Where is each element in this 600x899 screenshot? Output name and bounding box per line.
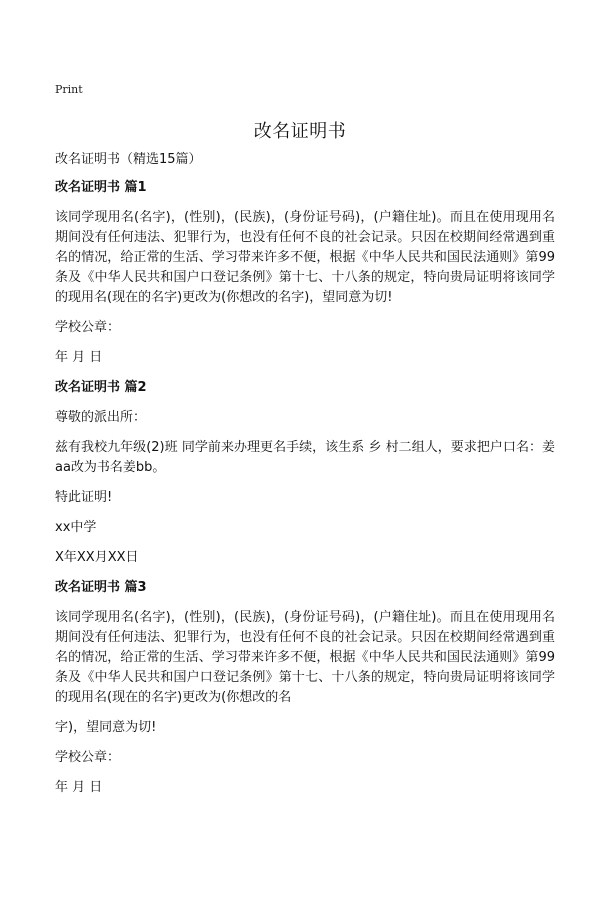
- section-3-paragraph: 该同学现用名(名字)，(性别)，(民族)，(身份证号码)，(户籍住址)。而且在使用现用名期间没有任何违法、犯罪行为，也没有任何不良的社会记录。只因在校期间经常遇到重名的情况，给正常的生活、学习带来许多不便，根据《中华人民共和国民法通则》第99条及《中华人民共和国户口登记条例》第十七、十八条的规定，特向贵局证明将该同学的现用名(现在的名字)更改为(你想改的名: [55, 610, 555, 705]
- section-2-paragraph: 特此证明!: [55, 490, 113, 505]
- section-3-paragraph: 年 月 日: [55, 780, 103, 795]
- section-2-paragraph: xx中学: [55, 520, 97, 535]
- section-heading-1: 改名证明书 篇1: [55, 180, 147, 195]
- section-2-paragraph: X年XX月XX日: [55, 550, 139, 565]
- section-heading-2: 改名证明书 篇2: [55, 380, 147, 395]
- section-1-paragraph: 该同学现用名(名字)，(性别)，(民族)，(身份证号码)，(户籍住址)。而且在使用现用名期间没有任何违法、犯罪行为，也没有任何不良的社会记录。只因在校期间经常遇到重名的情况，给正常的生活、学习带来许多不便，根据《中华人民共和国民法通则》第99条及《中华人民共和国户口登记条例》第十七、十八条的规定，特向贵局证明将该同学的现用名(现在的名字)更改为(你想改的名字)，望同意为切!: [55, 210, 555, 305]
- section-3-paragraph: 学校公章：: [55, 750, 121, 765]
- section-1-paragraph: 年 月 日: [55, 350, 103, 365]
- section-1-paragraph: 学校公章：: [55, 320, 121, 335]
- section-2-paragraph: 兹有我校九年级(2)班 同学前来办理更名手续，该生系 乡 村二组人，要求把户口名：姜aa改为书名姜bb。: [55, 440, 555, 475]
- section-heading-3: 改名证明书 篇3: [55, 580, 147, 595]
- page-title: 改名证明书: [253, 121, 347, 142]
- document-subtitle: 改名证明书（精选15篇）: [55, 152, 202, 167]
- print-link[interactable]: Print: [55, 83, 83, 96]
- section-3-paragraph: 字)，望同意为切!: [55, 720, 157, 735]
- section-2-paragraph: 尊敬的派出所：: [55, 410, 147, 425]
- document-body: [55, 150, 555, 808]
